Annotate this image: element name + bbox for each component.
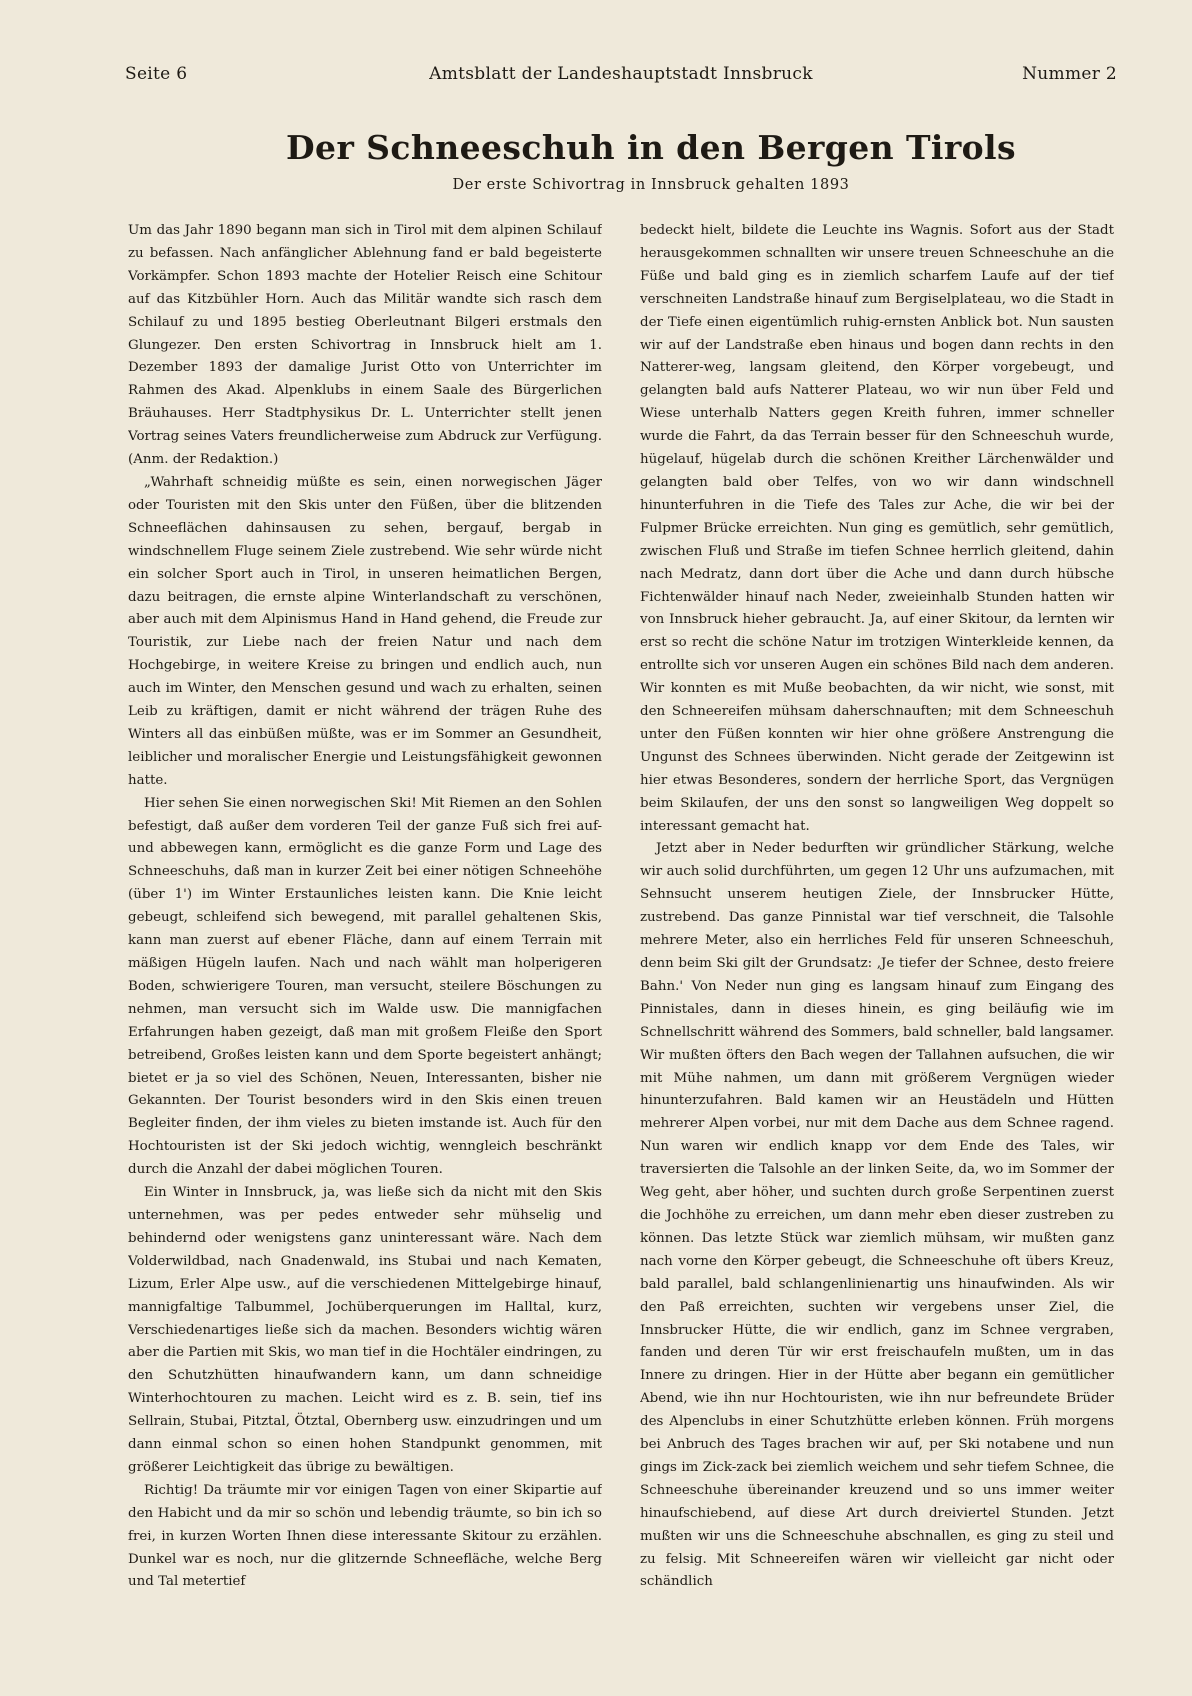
article-title: Der Schneeschuh in den Bergen Tirols	[286, 128, 1016, 167]
issue-number: Nummer 2	[1022, 64, 1117, 84]
body-paragraph: Richtig! Da träumte mir vor einigen Tagen von einer Skipartie auf den Habicht und da mir so schön und lebendig träumte, so bin ich so frei, in kurzen Worten Ihnen diese interessante Skitour zu erzählen. Dunkel war es noch, nur die glitzernde Schneefläche, welche Berg und Tal metertief	[128, 1482, 602, 1590]
page-number: Seite 6	[125, 64, 188, 84]
body-paragraph-continued: bedeckt hielt, bildete die Leuchte ins Wagnis. Sofort aus der Stadt herausgekommen schnallten wir unsere treuen Schneeschuhe an die Füße und bald ging es in ziemlich scharfem Laufe auf der tief verschneiten Landstraße hinauf zum Bergiselplateau, wo die Stadt in der Tiefe einen eigentümlich ruhig-ernsten Anblick bot. Nun sausten wir auf der Landstraße eben hinaus und bogen dann rechts in den Natterer-weg, langsam gleitend, den Körper vorgebeugt, und gelangten bald aufs Natterer Plateau, wo wir nun über Feld und Wiese unterhalb Natters gegen Kreith fuhren, immer schneller wurde die Fahrt, da das Terrain besser für den Schneeschuh wurde, hügelauf, hügelab durch die schönen Kreither Lärchenwälder und gelangten bald ober Telfes, von wo wir dann windschnell hinunterfuhren in die Tiefe des Tales zur Ache, die wir bei der Fulpmer Brücke erreichten. Nun ging es gemütlich, sehr gemütlich, zwischen Fluß und Straße im tiefen Schnee herrlich gleitend, dahin nach Medratz, dann dort über die Ache und dann durch hübsche Fichtenwälder hinauf nach Neder, zweieinhalb Stunden hatten wir von Innsbruck hieher gebraucht. Ja, auf einer Skitour, da lernten wir erst so recht die schöne Natur im trotzigen Winterkleide kennen, da entrollte sich vor unseren Augen ein schönes Bild nach dem anderen. Wir konnten es mit Muße beobachten, da wir nicht, wie sonst, mit den Schneereifen mühsam daherschnauften; mit dem Schneeschuh unter den Füßen konnten wir hier ohne größere Anstrengung die Ungunst des Schnees überwinden. Nicht gerade der Zeitgewinn ist hier etwas Besonderes, sondern der herrliche Sport, das Vergnügen beim Skilaufen, der uns den sonst so langweiligen Weg doppelt so interessant gemacht hat.	[640, 223, 1114, 834]
article-subtitle: Der erste Schivortrag in Innsbruck gehalten 1893	[452, 177, 850, 193]
running-head	[125, 64, 1117, 88]
body-paragraph: Jetzt aber in Neder bedurften wir gründlicher Stärkung, welche wir auch solid durchführten, um gegen 12 Uhr uns aufzumachen, mit Sehnsucht unserem heutigen Ziele, der Innsbrucker Hütte, zustrebend. Das ganze Pinnistal war tief verschneit, die Talsohle mehrere Meter, also ein herrliches Feld für unseren Schneeschuh, denn beim Ski gilt der Grundsatz: ‚Je tiefer der Schnee, desto freiere Bahn.' Von Neder nun ging es langsam hinauf zum Eingang des Pinnistales, dann in dieses hinein, es ging beiläufig wie im Schnellschritt während des Sommers, bald schneller, bald langsamer. Wir mußten öfters den Bach wegen der Tallahnen aufsuchen, die wir mit Mühe nahmen, um dann mit größerem Vergnügen wieder hinunterzufahren. Bald kamen wir an Heustädeln und Hütten mehrerer Alpen vorbei, nur mit dem Dache aus dem Schnee ragend. Nun waren wir endlich knapp vor dem Ende des Tales, wir traversierten die Talsohle an der linken Seite, da, wo im Sommer der Weg geht, aber höher, und suchten durch große Serpentinen zuerst die Jochhöhe zu erreichen, um dann mehr eben dieser zustreben zu können. Das letzte Stück war ziemlich mühsam, wir mußten ganz nach vorne den Körper gebeugt, die Schneeschuhe oft übers Kreuz, bald parallel, bald schlangenlinienartig uns hinaufwinden. Als wir den Paß erreichten, suchten wir vergebens unser Ziel, die Innsbrucker Hütte, die wir endlich, ganz im Schnee vergraben, fanden und deren Tür wir erst freischaufeln mußten, um in das Innere zu dringen. Hier in der Hütte aber begann ein gemütlicher Abend, wie ihn nur Hochtouristen, wie ihn nur befreundete Brüder des Alpenclubs in einer Schutzhütte erleben können. Früh morgens bei Anbruch des Tages brachen wir auf, per Ski notabene und nun gings im Zick-zack bei ziemlich weichem und sehr tiefem Schnee, die Schneeschuhe übereinander kreuzend und so uns immer weiter hinaufschiebend, auf diese Art durch dreiviertel Stunden. Jetzt mußten wir uns die Schneeschuhe abschnallen, es ging zu steil und zu felsig. Mit Schneereifen wären wir vielleicht gar nicht oder schändlich	[640, 841, 1114, 1590]
left-column	[128, 220, 602, 1640]
body-paragraph: Ein Winter in Innsbruck, ja, was ließe sich da nicht mit den Skis unternehmen, was per pedes entweder sehr mühselig und behindernd oder wenigstens ganz uninteressant wäre. Nach dem Volderwildbad, nach Gnadenwald, ins Stubai und nach Kematen, Lizum, Erler Alpe usw., auf die verschiedenen Mittelgebirge hinauf, mannigfaltige Talbummel, Jochüberquerungen im Halltal, kurz, Verschiedenartiges ließe sich da machen. Besonders wichtig wären aber die Partien mit Skis, wo man tief in die Hochtäler eindringen, zu den Schutzhütten hinaufwandern kann, um dann schneidige Winterhochtouren zu machen. Leicht wird es z. B. sein, tief ins Sellrain, Stubai, Pitztal, Ötztal, Obernberg usw. einzudringen und um dann einmal schon so einen hohen Standpunkt genommen, mit größerer Leichtigkeit das übrige zu bewältigen.	[128, 1185, 602, 1475]
right-column	[640, 220, 1114, 1640]
editor-introduction: Um das Jahr 1890 begann man sich in Tirol mit dem alpinen Schilauf zu befassen. Nach anfänglicher Ablehnung fand er bald begeisterte Vorkämpfer. Schon 1893 machte der Hotelier Reisch eine Schitour auf das Kitzbühler Horn. Auch das Militär wandte sich rasch dem Schilauf zu und 1895 bestieg Oberleutnant Bilgeri erstmals den Glungezer. Den ersten Schivortrag in Innsbruck hielt am 1. Dezember 1893 der damalige Jurist Otto von Unterrichter im Rahmen des Akad. Alpenklubs in einem Saale des Bürgerlichen Bräuhauses. Herr Stadtphysikus Dr. L. Unterrichter stellt jenen Vortrag seines Vaters freundlicherweise zum Abdruck zur Verfügung. (Anm. der Redaktion.)	[128, 223, 602, 468]
publication-title: Amtsblatt der Landeshauptstadt Innsbruck	[429, 64, 813, 84]
body-paragraph: „Wahrhaft schneidig müßte es sein, einen norwegischen Jäger oder Touristen mit den Skis unter den Füßen, über die blitzenden Schneeflächen dahinsausen zu sehen, bergauf, bergab in windschnellem Fluge seinem Ziele zustrebend. Wie sehr würde nicht ein solcher Sport auch in Tirol, in unseren heimatlichen Bergen, dazu beitragen, die ernste alpine Winterlandschaft zu verschönen, aber auch mit dem Alpinismus Hand in Hand gehend, die Freude zur Touristik, zur Liebe nach der freien Natur und nach dem Hochgebirge, in weitere Kreise zu bringen und endlich auch, nun auch im Winter, den Menschen gesund und wach zu erhalten, seinen Leib zu kräftigen, damit er nicht während der trägen Ruhe des Winters all das einbüßen müßte, was er im Sommer an Gesundheit, leiblicher und moralischer Energie und Leistungsfähigkeit gewonnen hatte.	[128, 474, 602, 788]
body-paragraph: Hier sehen Sie einen norwegischen Ski! Mit Riemen an den Sohlen befestigt, daß außer dem vorderen Teil der ganze Fuß sich frei auf- und abbewegen kann, ermöglicht es die ganze Form und Lage des Schneeschuhs, daß man in kurzer Zeit bei einer nötigen Schneehöhe (über 1') im Winter Erstaunliches leisten kann. Die Knie leicht gebeugt, schleifend sich bewegend, mit parallel gehaltenen Skis, kann man zuerst auf ebener Fläche, dann auf einem Terrain mit mäßigen Hügeln laufen. Nach und nach wählt man holperigeren Boden, schwierigere Touren, man versucht, steilere Böschungen zu nehmen, man versucht sich im Walde usw. Die mannigfachen Erfahrungen haben gezeigt, daß man mit großem Fleiße den Sport betreibend, Großes leisten kann und dem Sporte begeistert anhängt; bietet er ja so viel des Schönen, Neuen, Interessanten, bisher nie Gekannten. Der Tourist besonders wird in den Skis einen treuen Begleiter finden, der ihm vieles zu bieten imstande ist. Auch für den Hochtouristen ist der Ski jedoch wichtig, wenngleich beschränkt durch die Anzahl der dabei möglichen Touren.	[128, 795, 602, 1178]
